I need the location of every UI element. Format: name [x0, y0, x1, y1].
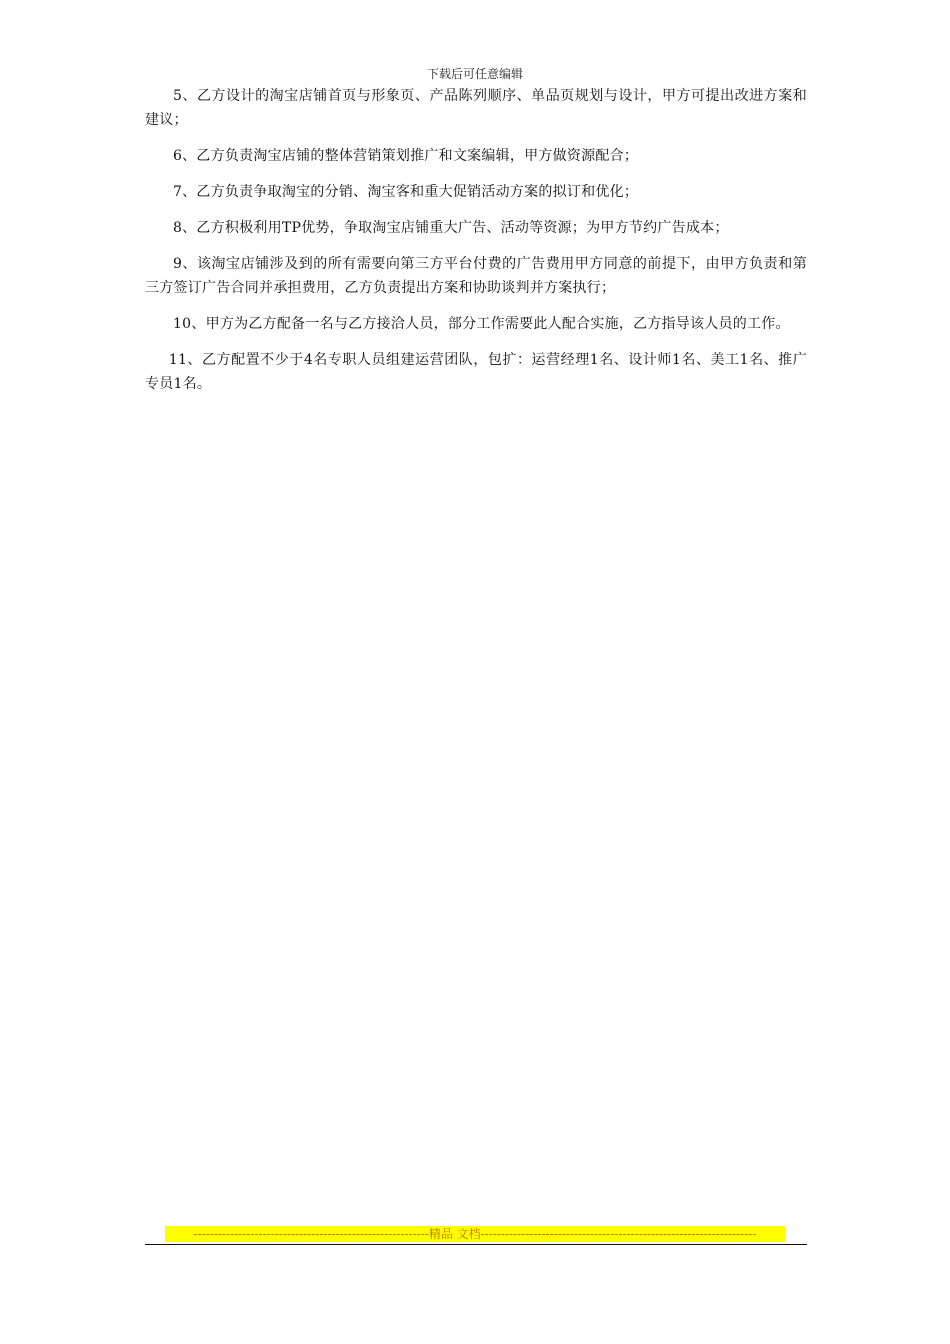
paragraph-7: 7、乙方负责争取淘宝的分销、淘宝客和重大促销活动方案的拟订和优化； — [173, 184, 639, 200]
header-note: 下载后可任意编辑 — [426, 67, 523, 81]
paragraph-8: 8、乙方积极利用TP优势，争取淘宝店铺重大广告、活动等资源；为甲方节约广告成本； — [173, 220, 729, 236]
footer-banner: ----------------------------------------------------------精品 文档-------------------------------------------------------------------- — [165, 1226, 785, 1242]
paragraph-11: 11、乙方配置不少于4名专职人员组建运营团队，包扩：运营经理1名、设计师1名、美工1名、推广专员1名。 — [145, 352, 807, 392]
paragraph-9: 9、该淘宝店铺涉及到的所有需要向第三方平台付费的广告费用甲方同意的前提下，由甲方负责和第三方签订广告合同并承担费用，乙方负责提出方案和协助谈判并方案执行； — [145, 256, 807, 296]
page-footer — [145, 1226, 807, 1245]
paragraph-5: 5、乙方设计的淘宝店铺首页与形象页、产品陈列顺序、单品页规划与设计，甲方可提出改进方案和建议； — [145, 88, 807, 128]
document-body — [145, 84, 807, 408]
footer-divider — [145, 1244, 807, 1245]
paragraph-10: 10、甲方为乙方配备一名与乙方接洽人员，部分工作需要此人配合实施，乙方指导该人员的工作。 — [173, 316, 790, 332]
paragraph-6: 6、乙方负责淘宝店铺的整体营销策划推广和文案编辑，甲方做资源配合； — [173, 148, 639, 164]
